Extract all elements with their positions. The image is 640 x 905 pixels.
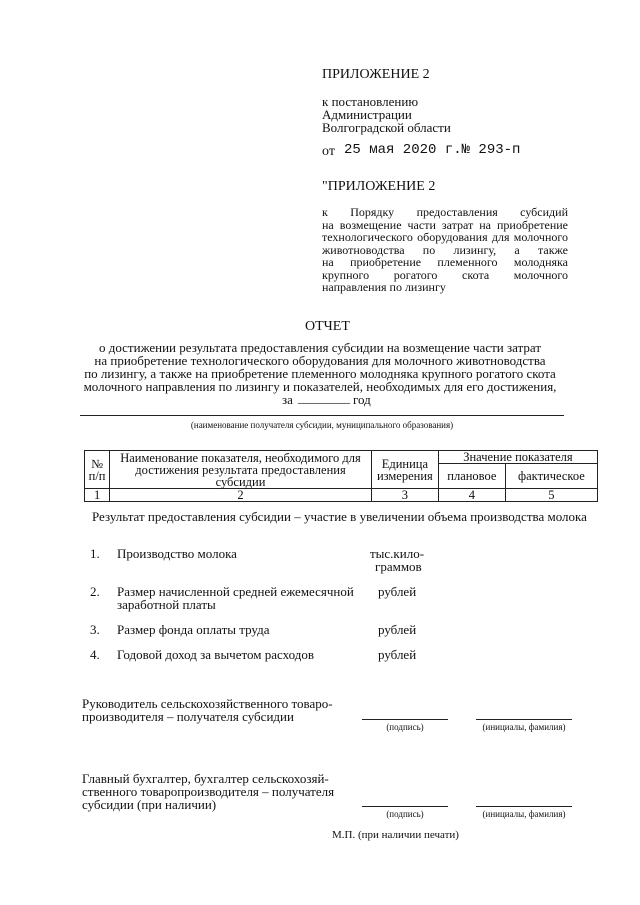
- recipient-caption: (наименование получателя субсидии, муниципального образования): [190, 420, 454, 430]
- appendix-line: на возмещение части затрат на приобретение: [322, 217, 568, 232]
- report-line: по лизингу, а также на приобретение племенного молодняка крупного рогатого скота: [84, 366, 556, 381]
- header-line: Администрации: [322, 107, 412, 122]
- indicator-num: 4.: [90, 647, 100, 662]
- signature-line: [362, 806, 448, 807]
- header-name: Наименование показателя, необходимого для достижения результата предоставления субсидии: [110, 451, 372, 489]
- header-num: № п/п: [85, 451, 110, 489]
- indicator-unit: тыс.кило-: [370, 546, 425, 561]
- date-value: 25 мая 2020 г.№ 293-п: [344, 142, 521, 158]
- name-caption: (инициалы, фамилия): [482, 809, 566, 819]
- header-unit: Единица измерения: [371, 451, 438, 489]
- indicator-unit: рублей: [378, 622, 417, 637]
- indicator-table: [84, 450, 598, 502]
- indicator-name: Годовой доход за вычетом расходов: [117, 647, 314, 662]
- appendix-line: на приобретение племенного молодняка: [322, 255, 568, 269]
- indicator-num: 3.: [90, 622, 100, 637]
- year-prefix: за: [282, 392, 293, 407]
- name-line: [476, 719, 572, 720]
- report-line: молочного направления по лизингу и показателей, необходимых для его достижения,: [83, 379, 557, 394]
- signature-caption: (подпись): [386, 809, 424, 819]
- name-line: [476, 806, 572, 807]
- indicator-name: Размер начисленной средней ежемесячной: [117, 584, 354, 599]
- indicator-unit: рублей: [378, 584, 417, 599]
- column-number: 3: [371, 489, 438, 502]
- indicator-name: Размер фонда оплаты труда: [117, 622, 270, 637]
- column-number: 1: [85, 489, 110, 502]
- column-number: 2: [110, 489, 372, 502]
- year-blank: ________: [298, 390, 350, 405]
- appendix-title: ПРИЛОЖЕНИЕ 2: [322, 67, 430, 82]
- accountant-signatory: Главный бухгалтер, бухгалтер сельскохозяй-: [82, 771, 329, 786]
- signature-caption: (подпись): [386, 722, 424, 732]
- header-fact: фактическое: [505, 464, 597, 489]
- year-suffix: год: [353, 392, 371, 407]
- report-line: о достижении результата предоставления субсидии на возмещение части затрат: [98, 340, 542, 355]
- header-line: к постановлению: [322, 94, 419, 109]
- report-title: ОТЧЕТ: [305, 319, 350, 334]
- appendix-quote-title: "ПРИЛОЖЕНИЕ 2: [322, 179, 436, 194]
- appendix-line: к Порядку предоставления субсидий: [322, 205, 568, 219]
- accountant-signatory: субсидии (при наличии): [82, 797, 217, 812]
- header-value: Значение показателя: [438, 451, 597, 464]
- appendix-line: направления по лизингу: [322, 280, 446, 294]
- accountant-signatory: ственного товаропроизводителя – получателя: [82, 784, 335, 799]
- header-line: Волгоградской области: [322, 120, 451, 135]
- indicator-unit: рублей: [378, 647, 417, 662]
- head-signatory: производителя – получателя субсидии: [82, 709, 294, 724]
- head-signatory: Руководитель сельскохозяйственного товаро-: [82, 696, 333, 711]
- report-line: на приобретение технологического оборудования для молочного животноводства: [94, 353, 546, 368]
- indicator-name: заработной платы: [117, 597, 216, 612]
- recipient-line: [80, 415, 564, 416]
- indicator-num: 1.: [90, 546, 100, 561]
- indicator-num: 2.: [90, 584, 100, 599]
- indicator-name: Производство молока: [117, 546, 237, 561]
- column-number: 5: [505, 489, 597, 502]
- indicator-unit: граммов: [375, 559, 422, 574]
- result-text: Результат предоставления субсидии – участие в увеличении объема производства молока: [92, 509, 587, 524]
- appendix-line: технологического оборудования для молочного: [322, 230, 568, 244]
- signature-line: [362, 719, 448, 720]
- appendix-line: крупного рогатого скота молочного: [322, 267, 568, 282]
- header-plan: плановое: [438, 464, 505, 489]
- appendix-text: [322, 206, 568, 294]
- stamp-note: М.П. (при наличии печати): [332, 829, 459, 841]
- name-caption: (инициалы, фамилия): [482, 722, 566, 732]
- appendix-line: животноводства по лизингу, а также: [322, 242, 568, 257]
- date-prefix: от: [322, 144, 335, 159]
- column-number: 4: [438, 489, 505, 502]
